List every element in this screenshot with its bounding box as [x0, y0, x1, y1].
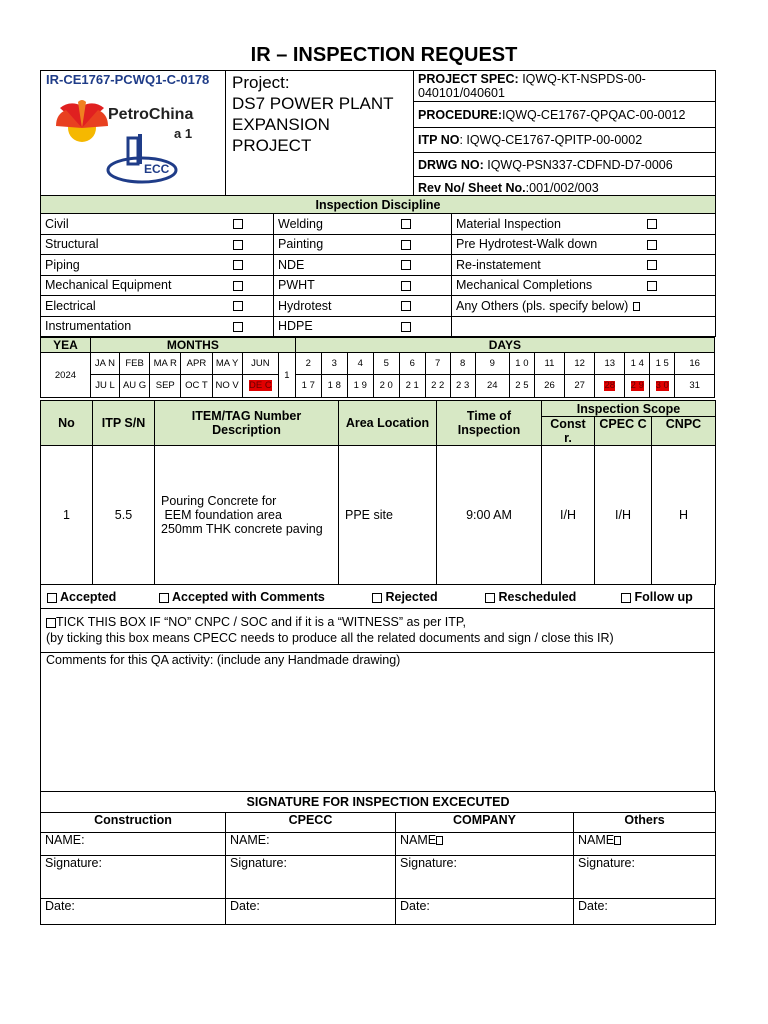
day-cell[interactable]: 11	[534, 353, 564, 375]
discipline-checkbox[interactable]	[647, 240, 657, 250]
day-cell[interactable]: 2 2	[425, 375, 450, 398]
discipline-item	[274, 234, 452, 255]
procedure-label: PROCEDURE:	[418, 107, 503, 122]
logo-fragment: a 1	[174, 126, 193, 141]
discipline-checkbox[interactable]	[401, 260, 411, 270]
day-cell[interactable]: 16	[675, 353, 715, 375]
discipline-checkbox[interactable]	[233, 219, 243, 229]
year-value: 2024	[41, 353, 91, 398]
discipline-label: Piping	[45, 257, 80, 272]
witness-note-line-1: TICK THIS BOX IF “NO” CNPC / SOC and if it is a “WITNESS” as per ITP,	[56, 615, 467, 629]
discipline-label: Painting	[278, 237, 324, 252]
header-inspection-scope: Inspection Scope	[542, 401, 716, 417]
rev-sheet-label: Rev No/ Sheet No.	[418, 180, 526, 195]
discipline-label: Mechanical Completions	[456, 278, 593, 293]
discipline-item	[274, 316, 452, 337]
itp-no-label: ITP NO	[418, 133, 460, 147]
row-no: 1	[41, 446, 93, 585]
month-cell[interactable]: JUN	[242, 353, 278, 375]
discipline-item	[41, 255, 274, 276]
company-date-field[interactable]: Date:	[396, 899, 574, 925]
row-time: 9:00 AM	[437, 446, 542, 585]
discipline-checkbox[interactable]	[233, 322, 243, 332]
project-label: Project:	[232, 73, 290, 92]
sig-col-cpecc: CPECC	[226, 813, 396, 833]
header-cnpc: CNPC	[652, 417, 716, 446]
discipline-checkbox[interactable]	[401, 301, 411, 311]
day-cell[interactable]: 5	[373, 353, 399, 375]
day-cell[interactable]: 1 7	[295, 375, 321, 398]
day-cell[interactable]: 31	[675, 375, 715, 398]
discipline-checkbox[interactable]	[233, 301, 243, 311]
others-signature-field[interactable]: Signature:	[574, 856, 716, 899]
accepted-with-comments-checkbox[interactable]	[159, 593, 169, 603]
day-cell[interactable]: 2 1	[399, 375, 425, 398]
project-spec-label: PROJECT SPEC:	[418, 72, 519, 86]
discipline-label: Welding	[278, 216, 323, 231]
discipline-label: Electrical	[45, 298, 96, 313]
header-const: Const r.	[542, 417, 595, 446]
company-signature-field[interactable]: Signature:	[396, 856, 574, 899]
discipline-checkbox[interactable]	[647, 260, 657, 270]
day-cell[interactable]: 6	[399, 353, 425, 375]
table-row	[41, 446, 716, 585]
rejected-checkbox[interactable]	[372, 593, 382, 603]
discipline-item	[452, 275, 716, 296]
discipline-checkbox[interactable]	[401, 322, 411, 332]
header-cpecc: CPEC C	[595, 417, 652, 446]
itp-no-value: : IQWQ-CE1767-QPITP-00-0002	[459, 133, 643, 147]
discipline-checkbox[interactable]	[647, 219, 657, 229]
discipline-label: Any Others (pls. specify below)	[456, 298, 632, 313]
discipline-item	[452, 296, 716, 317]
sig-col-company: COMPANY	[396, 813, 574, 833]
status-follow-up[interactable]: Follow up	[621, 590, 693, 604]
day-cell[interactable]: 24	[475, 375, 509, 398]
row-cpecc: I/H	[595, 446, 652, 585]
petrochina-wordmark: PetroChina	[108, 106, 194, 123]
discipline-checkbox[interactable]	[401, 219, 411, 229]
row-area: PPE site	[339, 446, 437, 585]
discipline-label: Civil	[45, 216, 69, 231]
day-cell[interactable]: 4	[347, 353, 373, 375]
header-time-of-inspection: Time of Inspection	[437, 401, 542, 446]
day-cell[interactable]: 2	[295, 353, 321, 375]
day-cell[interactable]: 2 9	[625, 375, 650, 398]
discipline-table	[40, 195, 716, 337]
drawing-no-cell	[414, 153, 716, 177]
drawing-no-value: IQWQ-PSN337-CDFND-D7-0006	[483, 157, 673, 172]
discipline-item	[452, 255, 716, 276]
header-itp-sn: ITP S/N	[93, 401, 155, 446]
comments-box[interactable]	[40, 653, 715, 792]
cpecc-signature-field[interactable]: Signature:	[226, 856, 396, 899]
construction-date-field[interactable]: Date:	[41, 899, 226, 925]
status-row	[40, 585, 715, 609]
procedure-value: IQWQ-CE1767-QPQAC-00-0012	[502, 107, 686, 122]
discipline-label: Hydrotest	[278, 298, 332, 313]
discipline-checkbox[interactable]	[233, 240, 243, 250]
procedure-cell	[414, 102, 716, 128]
month-cell[interactable]: OC T	[181, 375, 212, 398]
header-no: No	[41, 401, 93, 446]
row-description-line-3: 250mm THK concrete paving	[161, 522, 323, 536]
discipline-checkbox[interactable]	[647, 281, 657, 291]
discipline-empty-cell	[452, 316, 716, 337]
item-table	[40, 400, 716, 585]
day-cell[interactable]: 13	[595, 353, 625, 375]
header-area-location: Area Location	[339, 401, 437, 446]
discipline-item	[41, 234, 274, 255]
discipline-label: Pre Hydrotest-Walk down	[456, 237, 598, 252]
month-cell[interactable]: SEP	[150, 375, 181, 398]
day-cell[interactable]: 1 5	[650, 353, 675, 375]
signature-table	[40, 791, 716, 925]
day-cell[interactable]: 9	[475, 353, 509, 375]
row-description	[155, 446, 339, 585]
others-date-field[interactable]: Date:	[574, 899, 716, 925]
month-cell[interactable]: AU G	[120, 375, 150, 398]
status-accepted[interactable]: Accepted	[47, 590, 116, 604]
specify-box	[633, 302, 640, 311]
month-cell[interactable]: JU L	[90, 375, 119, 398]
day-cell[interactable]: 1 8	[321, 375, 347, 398]
discipline-label: Re-instatement	[456, 257, 541, 272]
discipline-item	[41, 214, 274, 235]
company-name-field[interactable]: NAME	[396, 833, 574, 856]
status-rejected[interactable]: Rejected	[372, 590, 438, 604]
witness-note	[40, 609, 715, 653]
cpecc-logo-text: ECC	[144, 162, 170, 176]
construction-name-field[interactable]: NAME:	[41, 833, 226, 856]
day-cell[interactable]: 1 4	[625, 353, 650, 375]
rescheduled-checkbox[interactable]	[485, 593, 495, 603]
discipline-label: Instrumentation	[45, 319, 132, 334]
cpecc-date-field[interactable]: Date:	[226, 899, 396, 925]
day-cell[interactable]: 7	[425, 353, 450, 375]
construction-signature-field[interactable]: Signature:	[41, 856, 226, 899]
row-const: I/H	[542, 446, 595, 585]
discipline-label: Structural	[45, 237, 99, 252]
month-cell[interactable]: DE C	[242, 375, 278, 398]
project-spec-cell	[414, 71, 716, 102]
day-cell[interactable]: 2 3	[450, 375, 475, 398]
petrochina-flower-icon	[52, 98, 112, 144]
discipline-checkbox[interactable]	[233, 281, 243, 291]
discipline-item	[274, 214, 452, 235]
witness-note-line-2: (by ticking this box means CPECC needs to produce all the related documents and sign / close this IR)	[46, 631, 614, 645]
days-header: DAYS	[295, 338, 714, 353]
day-cell[interactable]: 28	[595, 375, 625, 398]
discipline-item	[274, 275, 452, 296]
row-description-line-1: Pouring Concrete for	[161, 494, 277, 508]
project-name: DS7 POWER PLANT EXPANSION PROJECT	[232, 94, 394, 155]
project-spec-value: IQWQ-KT-NSPDS-00-040101/040601	[418, 72, 646, 100]
day-cell[interactable]: 3 0	[650, 375, 675, 398]
header-table	[40, 70, 716, 199]
drawing-no-label: DRWG NO:	[418, 157, 484, 172]
rev-sheet-value: :001/002/003	[525, 180, 599, 195]
months-header: MONTHS	[90, 338, 295, 353]
day-cell[interactable]: 1 9	[347, 375, 373, 398]
cpecc-name-field[interactable]: NAME:	[226, 833, 396, 856]
discipline-item	[452, 234, 716, 255]
status-accepted-with-comments[interactable]: Accepted with Comments	[159, 590, 325, 604]
sig-col-construction: Construction	[41, 813, 226, 833]
discipline-item	[41, 275, 274, 296]
day-cell[interactable]: 26	[534, 375, 564, 398]
discipline-item	[274, 255, 452, 276]
day-cell[interactable]: 2 0	[373, 375, 399, 398]
discipline-item	[274, 296, 452, 317]
petrochina-logo	[46, 96, 220, 186]
day-cell[interactable]: 8	[450, 353, 475, 375]
discipline-label: HDPE	[278, 319, 313, 334]
month-cell[interactable]: JA N	[90, 353, 119, 375]
ir-number: IR-CE1767-PCWQ1-C-0178	[46, 72, 210, 87]
discipline-item	[41, 296, 274, 317]
year-header: YEA	[41, 338, 91, 353]
discipline-item	[452, 214, 716, 235]
itp-no-cell	[414, 128, 716, 153]
day-cell[interactable]: 12	[565, 353, 595, 375]
discipline-checkbox[interactable]	[401, 240, 411, 250]
document-title: IR – INSPECTION REQUEST	[250, 44, 518, 66]
month-cell[interactable]: FEB	[120, 353, 150, 375]
discipline-label: Mechanical Equipment	[45, 278, 172, 293]
cpecc-logo-icon	[106, 134, 186, 184]
status-rescheduled[interactable]: Rescheduled	[485, 590, 576, 604]
discipline-label: PWHT	[278, 278, 315, 293]
signature-title: SIGNATURE FOR INSPECTION EXCECUTED	[41, 792, 716, 813]
discipline-checkbox[interactable]	[401, 281, 411, 291]
company-name-box	[436, 836, 443, 845]
day-cell[interactable]: 3	[321, 353, 347, 375]
discipline-label: Material Inspection	[456, 216, 561, 231]
row-itp-sn: 5.5	[93, 446, 155, 585]
header-item-description: ITEM/TAG Number Description	[155, 401, 339, 446]
sig-col-others: Others	[574, 813, 716, 833]
day-cell[interactable]: 1	[279, 353, 296, 398]
month-cell[interactable]: MA Y	[212, 353, 242, 375]
discipline-item	[41, 316, 274, 337]
follow-up-checkbox[interactable]	[621, 593, 631, 603]
comments-label: Comments for this QA activity: (include any Handmade drawing)	[46, 653, 401, 667]
row-description-line-2: EEM foundation area	[161, 508, 282, 522]
month-cell[interactable]: NO V	[212, 375, 242, 398]
row-cnpc: H	[652, 446, 716, 585]
day-cell[interactable]: 27	[565, 375, 595, 398]
discipline-checkbox[interactable]	[233, 260, 243, 270]
month-cell[interactable]: APR	[181, 353, 212, 375]
others-name-field[interactable]: NAME	[574, 833, 716, 856]
day-cell[interactable]: 2 5	[509, 375, 534, 398]
witness-checkbox[interactable]	[46, 618, 56, 628]
accepted-checkbox[interactable]	[47, 593, 57, 603]
month-cell[interactable]: MA R	[150, 353, 181, 375]
project-cell	[226, 71, 414, 199]
day-cell[interactable]: 1 0	[509, 353, 534, 375]
calendar-table	[40, 337, 715, 398]
discipline-label: NDE	[278, 257, 305, 272]
others-name-box	[614, 836, 621, 845]
discipline-title: Inspection Discipline	[41, 196, 716, 214]
ir-number-cell	[41, 71, 226, 199]
